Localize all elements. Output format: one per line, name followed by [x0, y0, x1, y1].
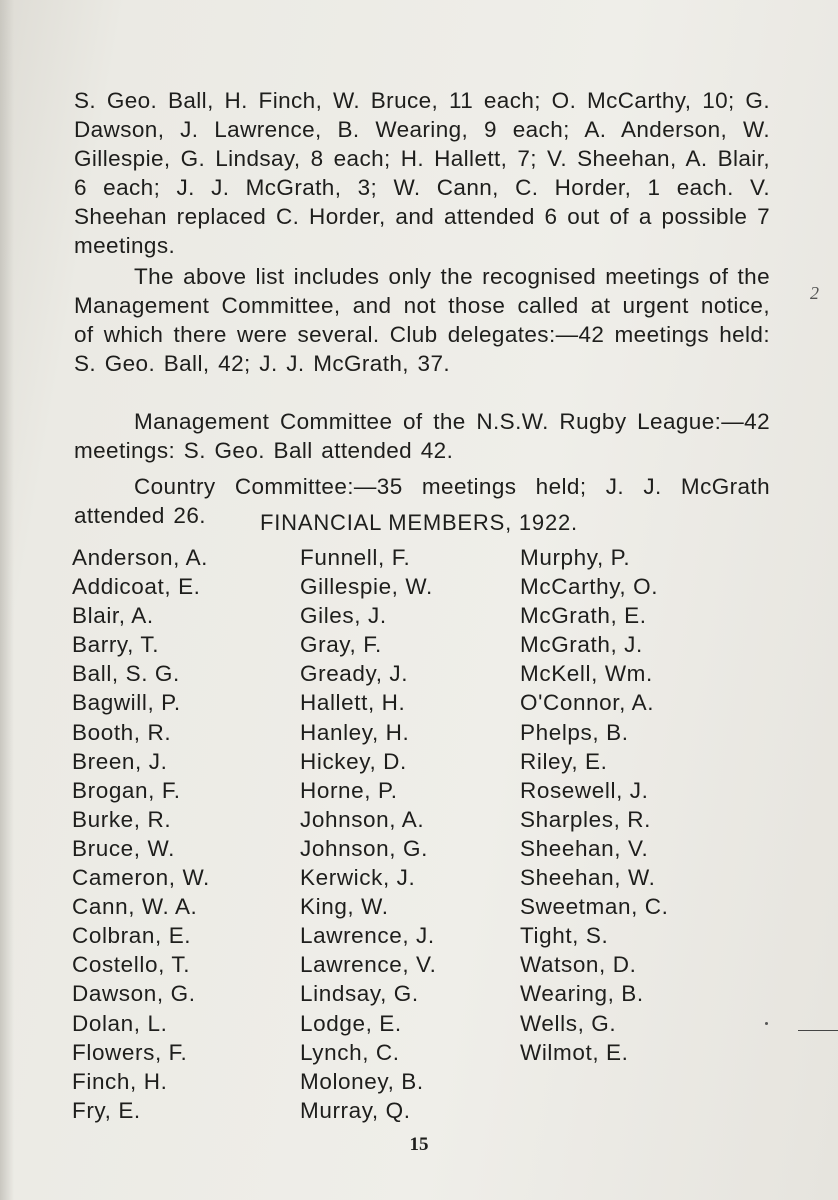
member-name: Lynch, C.	[300, 1039, 400, 1065]
margin-dash-mark	[798, 1030, 838, 1031]
member-name: McKell, Wm.	[520, 661, 653, 687]
member-name: Wearing, B.	[520, 981, 644, 1007]
member-name: Sharples, R.	[520, 806, 652, 832]
member-name: Addicoat, E.	[72, 574, 201, 600]
member-name: Ball, S. G.	[72, 661, 180, 687]
member-name: Sheehan, V.	[520, 835, 649, 861]
member-name: Johnson, G.	[300, 835, 428, 861]
member-name: Cameron, W.	[72, 865, 210, 891]
member-name: Tight, S.	[520, 923, 609, 949]
member-name: Costello, T.	[72, 952, 191, 978]
member-name: Sheehan, W.	[520, 865, 656, 891]
member-name: Lawrence, V.	[300, 952, 437, 978]
member-name: Flowers, F.	[72, 1039, 188, 1065]
member-name: Rosewell, J.	[520, 777, 649, 803]
member-name: Colbran, E.	[72, 923, 192, 949]
member-name: Anderson, A.	[72, 545, 209, 570]
margin-pencil-mark: 2	[810, 283, 819, 303]
paragraph-country-committee: Country Committee:—35 meetings held; J. J. McGrath attended 26.	[74, 473, 770, 528]
member-name: Phelps, B.	[520, 719, 629, 745]
member-name: Horne, P.	[300, 777, 398, 803]
member-name: Murray, Q.	[300, 1097, 411, 1123]
member-name: Cann, W. A.	[72, 894, 198, 920]
member-name: Blair, A.	[72, 603, 154, 629]
member-name: McGrath, J.	[520, 632, 643, 658]
member-name: King, W.	[300, 894, 389, 920]
paragraph-attendance: S. Geo. Ball, H. Finch, W. Bruce, 11 each; O. McCarthy, 10; G. Dawson, J. Lawrence, B. Wearing, 9 each; A. Anderson, W. Gillespie, G. Lindsay, 8 each; H. Hallett, 7; V. Sheehan, A. Blair, 6 each; J. J. McGrath, 3; W. Cann, C. Horder, 1 each. V. Sheehan replaced C. Horder, and attended 6 out of a possible 7 meetings.	[74, 87, 770, 258]
member-name: Fry, E.	[72, 1097, 141, 1123]
member-name: Dolan, L.	[72, 1010, 168, 1036]
member-name: Johnson, A.	[300, 806, 425, 832]
member-name: Gillespie, W.	[300, 574, 433, 600]
section-heading: FINANCIAL MEMBERS, 1922.	[260, 510, 578, 535]
member-name: Lawrence, J.	[300, 923, 435, 949]
member-name: Burke, R.	[72, 806, 172, 832]
member-name: Lindsay, G.	[300, 981, 419, 1007]
paragraph-meetings-note: The above list includes only the recognised meetings of the Management Committee, and not those called at urgent notice, of which there were several. Club delegates:—42 meetings held: S. Geo. Ball, 42; J. J. McGrath, 37.	[74, 263, 770, 376]
member-name: Barry, T.	[72, 632, 160, 658]
member-name: Breen, J.	[72, 748, 168, 774]
member-name: Bruce, W.	[72, 835, 175, 861]
member-name: Lodge, E.	[300, 1010, 402, 1036]
member-name: Hanley, H.	[300, 719, 410, 745]
member-name: Murphy, P.	[520, 545, 631, 570]
members-column-1	[72, 543, 210, 1125]
member-name: Kerwick, J.	[300, 865, 416, 891]
member-name: Gready, J.	[300, 661, 409, 687]
members-column-2	[300, 543, 436, 1125]
member-name: Giles, J.	[300, 603, 387, 629]
member-name: Sweetman, C.	[520, 894, 669, 920]
member-name: Watson, D.	[520, 952, 637, 978]
member-name: McCarthy, O.	[520, 574, 659, 600]
member-name: Bagwill, P.	[72, 690, 181, 716]
member-name: Dawson, G.	[72, 981, 196, 1007]
member-name: Finch, H.	[72, 1068, 168, 1094]
members-column-3	[520, 543, 669, 1067]
member-name: Hallett, H.	[300, 690, 406, 716]
member-name: Gray, F.	[300, 632, 382, 658]
member-name: Riley, E.	[520, 748, 608, 774]
member-name: Funnell, F.	[300, 545, 411, 570]
member-name: Brogan, F.	[72, 777, 181, 803]
paragraph-management-committee: Management Committee of the N.S.W. Rugby League:—42 meetings: S. Geo. Ball attended 42.	[74, 408, 770, 463]
member-name: Hickey, D.	[300, 748, 407, 774]
member-name: Booth, R.	[72, 719, 172, 745]
member-name: Wilmot, E.	[520, 1039, 629, 1065]
margin-dot-mark	[765, 1022, 768, 1025]
member-name: O'Connor, A.	[520, 690, 655, 716]
member-name: Wells, G.	[520, 1010, 617, 1036]
member-name: McGrath, E.	[520, 603, 647, 629]
member-name: Moloney, B.	[300, 1068, 424, 1094]
page-number: 15	[409, 1134, 429, 1155]
